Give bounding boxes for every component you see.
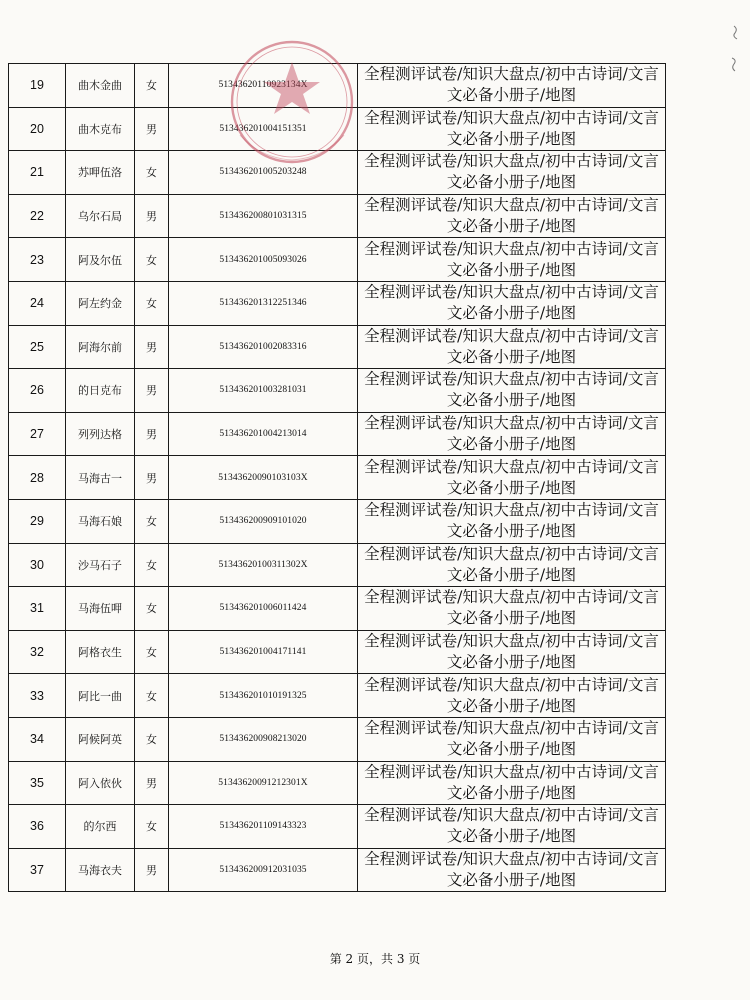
row-number-cell: 23 — [9, 238, 66, 282]
table-row — [9, 630, 666, 674]
row-number-cell: 37 — [9, 848, 66, 892]
id-number-cell: 513436200908213020 — [169, 717, 358, 761]
row-number-cell: 33 — [9, 674, 66, 718]
materials-cell: 全程测评试卷/知识大盘点/初中古诗词/文言文必备小册子/地图 — [358, 630, 666, 674]
row-number-cell: 34 — [9, 717, 66, 761]
id-number-cell: 513436201109143323 — [169, 805, 358, 849]
id-number-cell: 513436201006011424 — [169, 587, 358, 631]
student-name-cell: 马海伍呷 — [66, 587, 135, 631]
student-name-cell: 阿左约金 — [66, 281, 135, 325]
gender-cell: 女 — [135, 64, 169, 108]
student-name-cell: 苏呷伍洛 — [66, 151, 135, 195]
table-row — [9, 64, 666, 108]
materials-cell: 全程测评试卷/知识大盘点/初中古诗词/文言文必备小册子/地图 — [358, 587, 666, 631]
gender-cell: 女 — [135, 499, 169, 543]
materials-cell: 全程测评试卷/知识大盘点/初中古诗词/文言文必备小册子/地图 — [358, 499, 666, 543]
materials-cell: 全程测评试卷/知识大盘点/初中古诗词/文言文必备小册子/地图 — [358, 238, 666, 282]
student-name-cell: 阿格衣生 — [66, 630, 135, 674]
materials-cell: 全程测评试卷/知识大盘点/初中古诗词/文言文必备小册子/地图 — [358, 151, 666, 195]
id-number-cell: 513436201005203248 — [169, 151, 358, 195]
materials-cell: 全程测评试卷/知识大盘点/初中古诗词/文言文必备小册子/地图 — [358, 369, 666, 413]
materials-cell: 全程测评试卷/知识大盘点/初中古诗词/文言文必备小册子/地图 — [358, 674, 666, 718]
student-name-cell: 阿候阿英 — [66, 717, 135, 761]
row-number-cell: 35 — [9, 761, 66, 805]
student-name-cell: 阿海尔前 — [66, 325, 135, 369]
gender-cell: 男 — [135, 194, 169, 238]
table-row — [9, 281, 666, 325]
gender-cell: 女 — [135, 238, 169, 282]
gender-cell: 男 — [135, 412, 169, 456]
materials-cell: 全程测评试卷/知识大盘点/初中古诗词/文言文必备小册子/地图 — [358, 761, 666, 805]
student-name-cell: 曲木金曲 — [66, 64, 135, 108]
row-number-cell: 30 — [9, 543, 66, 587]
row-number-cell: 22 — [9, 194, 66, 238]
student-name-cell: 乌尔石局 — [66, 194, 135, 238]
id-number-cell: 51343620100311302X — [169, 543, 358, 587]
id-number-cell: 513436201010191325 — [169, 674, 358, 718]
table-row — [9, 674, 666, 718]
table-row — [9, 717, 666, 761]
row-number-cell: 36 — [9, 805, 66, 849]
materials-cell: 全程测评试卷/知识大盘点/初中古诗词/文言文必备小册子/地图 — [358, 805, 666, 849]
materials-cell: 全程测评试卷/知识大盘点/初中古诗词/文言文必备小册子/地图 — [358, 64, 666, 108]
id-number-cell: 513436200801031315 — [169, 194, 358, 238]
table-row — [9, 238, 666, 282]
student-name-cell: 的日克布 — [66, 369, 135, 413]
table-row — [9, 848, 666, 892]
gender-cell: 男 — [135, 107, 169, 151]
table-row — [9, 587, 666, 631]
materials-cell: 全程测评试卷/知识大盘点/初中古诗词/文言文必备小册子/地图 — [358, 412, 666, 456]
id-number-cell: 51343620110923134X — [169, 64, 358, 108]
row-number-cell: 29 — [9, 499, 66, 543]
gender-cell: 女 — [135, 151, 169, 195]
row-number-cell: 19 — [9, 64, 66, 108]
gender-cell: 男 — [135, 456, 169, 500]
materials-cell: 全程测评试卷/知识大盘点/初中古诗词/文言文必备小册子/地图 — [358, 107, 666, 151]
roster-body — [9, 64, 666, 892]
gender-cell: 男 — [135, 761, 169, 805]
gender-cell: 女 — [135, 717, 169, 761]
page-footer: 第 2 页，共 3 页 — [329, 952, 421, 966]
row-number-cell: 24 — [9, 281, 66, 325]
student-name-cell: 阿及尔伍 — [66, 238, 135, 282]
gender-cell: 男 — [135, 325, 169, 369]
gender-cell: 男 — [135, 848, 169, 892]
gender-cell: 女 — [135, 281, 169, 325]
student-roster-table — [8, 63, 666, 892]
id-number-cell: 513436201004171141 — [169, 630, 358, 674]
materials-cell: 全程测评试卷/知识大盘点/初中古诗词/文言文必备小册子/地图 — [358, 717, 666, 761]
row-number-cell: 20 — [9, 107, 66, 151]
gender-cell: 女 — [135, 674, 169, 718]
materials-cell: 全程测评试卷/知识大盘点/初中古诗词/文言文必备小册子/地图 — [358, 456, 666, 500]
table-row — [9, 412, 666, 456]
id-number-cell: 513436201003281031 — [169, 369, 358, 413]
gender-cell: 男 — [135, 369, 169, 413]
row-number-cell: 25 — [9, 325, 66, 369]
id-number-cell: 513436201004151351 — [169, 107, 358, 151]
student-name-cell: 马海衣夫 — [66, 848, 135, 892]
table-row — [9, 194, 666, 238]
gender-cell: 女 — [135, 587, 169, 631]
gender-cell: 女 — [135, 630, 169, 674]
student-name-cell: 曲木克布 — [66, 107, 135, 151]
row-number-cell: 31 — [9, 587, 66, 631]
id-number-cell: 513436200909101020 — [169, 499, 358, 543]
student-name-cell: 列列达格 — [66, 412, 135, 456]
gender-cell: 女 — [135, 543, 169, 587]
table-row — [9, 151, 666, 195]
row-number-cell: 27 — [9, 412, 66, 456]
row-number-cell: 26 — [9, 369, 66, 413]
id-number-cell: 51343620091212301X — [169, 761, 358, 805]
table-row — [9, 805, 666, 849]
table-row — [9, 543, 666, 587]
student-name-cell: 马海古一 — [66, 456, 135, 500]
student-name-cell: 阿入依伙 — [66, 761, 135, 805]
materials-cell: 全程测评试卷/知识大盘点/初中古诗词/文言文必备小册子/地图 — [358, 543, 666, 587]
row-number-cell: 32 — [9, 630, 66, 674]
table-row — [9, 456, 666, 500]
id-number-cell: 513436200912031035 — [169, 848, 358, 892]
row-number-cell: 21 — [9, 151, 66, 195]
id-number-cell: 51343620090103103X — [169, 456, 358, 500]
materials-cell: 全程测评试卷/知识大盘点/初中古诗词/文言文必备小册子/地图 — [358, 325, 666, 369]
materials-cell: 全程测评试卷/知识大盘点/初中古诗词/文言文必备小册子/地图 — [358, 281, 666, 325]
scan-edge-marks — [720, 18, 746, 88]
student-name-cell: 沙马石子 — [66, 543, 135, 587]
table-row — [9, 107, 666, 151]
id-number-cell: 513436201004213014 — [169, 412, 358, 456]
materials-cell: 全程测评试卷/知识大盘点/初中古诗词/文言文必备小册子/地图 — [358, 848, 666, 892]
table-row — [9, 325, 666, 369]
row-number-cell: 28 — [9, 456, 66, 500]
id-number-cell: 513436201002083316 — [169, 325, 358, 369]
student-name-cell: 的尔西 — [66, 805, 135, 849]
id-number-cell: 513436201005093026 — [169, 238, 358, 282]
table-row — [9, 499, 666, 543]
student-name-cell: 马海石娘 — [66, 499, 135, 543]
id-number-cell: 513436201312251346 — [169, 281, 358, 325]
materials-cell: 全程测评试卷/知识大盘点/初中古诗词/文言文必备小册子/地图 — [358, 194, 666, 238]
student-name-cell: 阿比一曲 — [66, 674, 135, 718]
table-row — [9, 761, 666, 805]
table-row — [9, 369, 666, 413]
gender-cell: 女 — [135, 805, 169, 849]
